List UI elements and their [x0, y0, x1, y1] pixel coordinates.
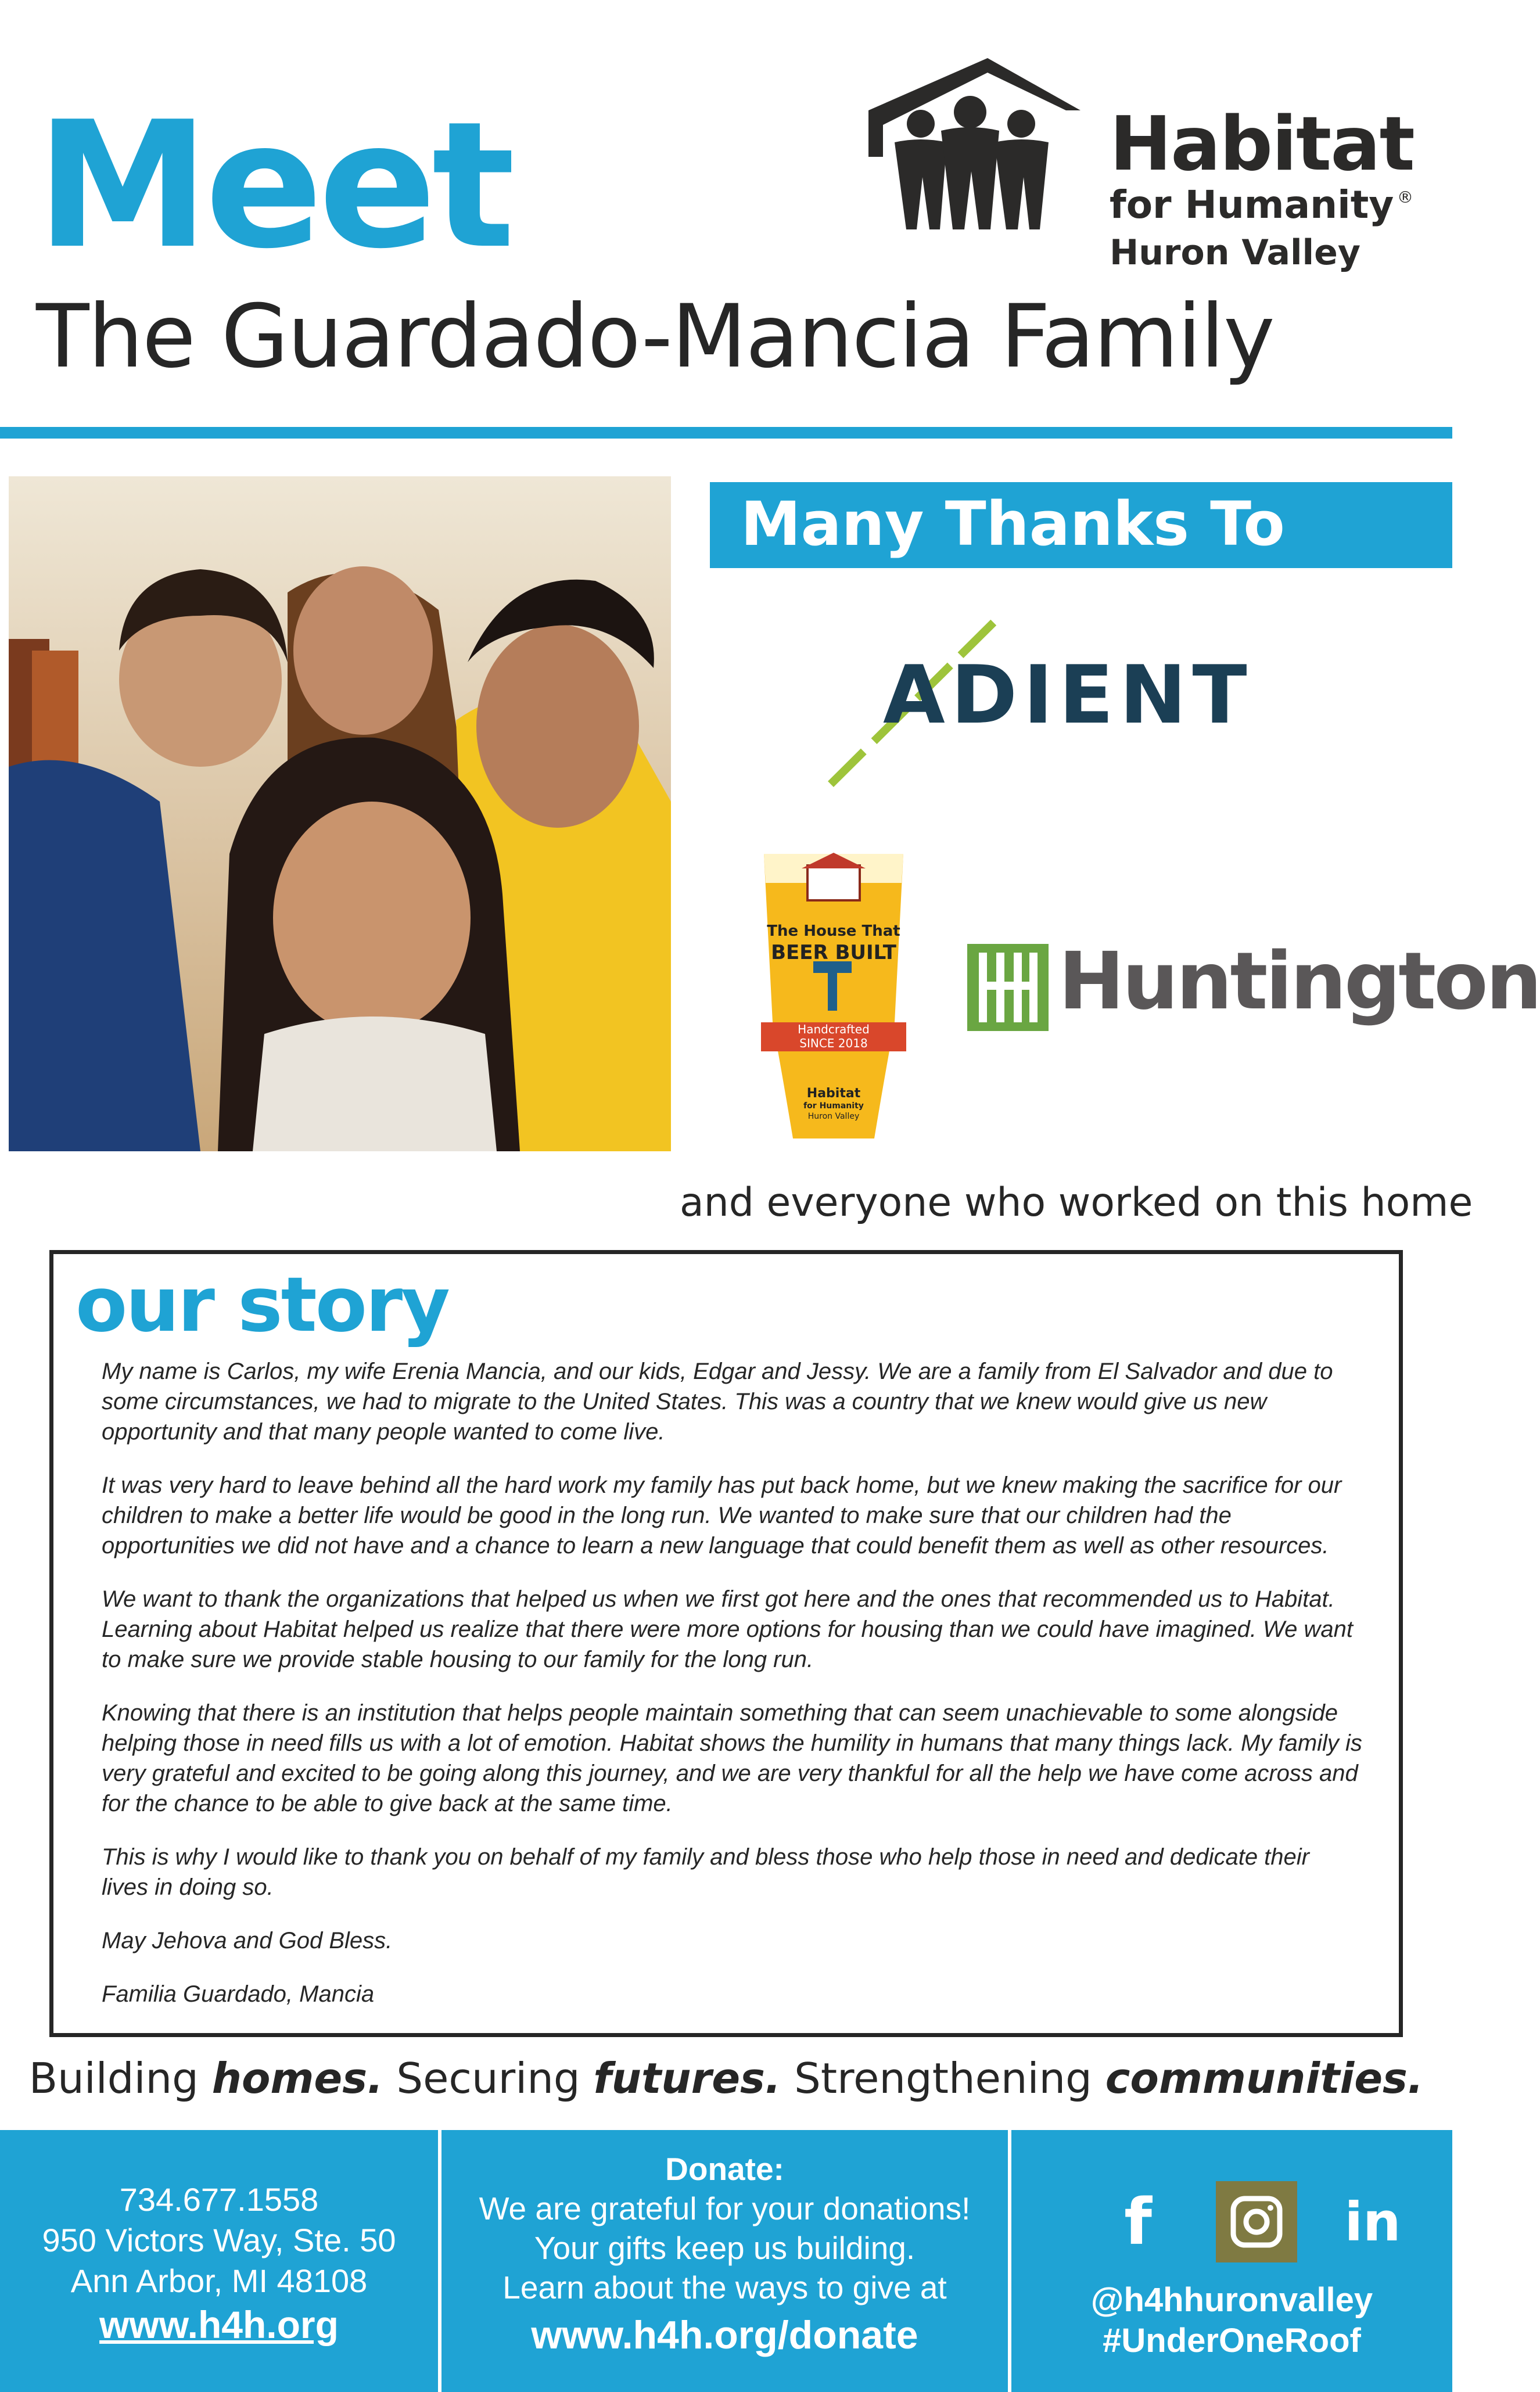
huntington-wordmark: Huntington — [1058, 936, 1540, 1028]
phone-number[interactable]: 734.677.1558 — [119, 2181, 319, 2218]
logo-region: Huron Valley — [1110, 232, 1360, 273]
footer-social — [1011, 2181, 1452, 2367]
logo-subtitle: for Humanity — [1110, 182, 1394, 227]
hashtag[interactable]: #UnderOneRoof — [1103, 2322, 1361, 2359]
header-divider — [0, 427, 1452, 439]
beer-ribbon2: SINCE 2018 — [799, 1036, 868, 1050]
story-title: our story — [76, 1260, 448, 1349]
huntington-mark-icon — [964, 941, 1051, 1034]
adient-wordmark: ADIENT — [883, 648, 1253, 742]
story-paragraph: We want to thank the organizations that helped us when we first got here and the ones that recommended us to Habitat. Learning about Habitat helped us realize that there were more options for housing than we could have imagined. We want to make sure we provide stable housing to our family for the long run. — [102, 1586, 1353, 1672]
tagline-emphasis: communities. — [1105, 2054, 1424, 2103]
beer-ribbon1: Handcrafted — [798, 1022, 870, 1036]
linkedin-icon[interactable]: in — [1344, 2190, 1401, 2253]
beer-brand-region: Huron Valley — [807, 1112, 860, 1121]
family-photo-illustration — [9, 476, 671, 1151]
social-handles — [1011, 2280, 1452, 2361]
story-paragraph: May Jehova and God Bless. — [102, 1928, 393, 1953]
beer-brand: Habitat — [806, 1086, 861, 1101]
registered-mark: ® — [1397, 188, 1413, 207]
donate-text: We are grateful for your donations! — [479, 2190, 971, 2226]
family-name-title: The Guardado-Mancia Family — [36, 286, 1274, 387]
thanks-everyone: and everyone who worked on this home — [680, 1180, 1473, 1226]
beer-built-logo — [755, 848, 912, 1144]
tagline — [0, 2053, 1452, 2103]
donate-text: Your gifts keep us building. — [534, 2230, 916, 2266]
story-paragraph: Knowing that there is an institution that helps people maintain something that can seem unachievable to some alongside helping those in need fills us with a lot of emotion. Habitat shows the humility in humans that many things lack. My family is very grateful and excited to be going along this journey, and we are very thankful for all the help we have come across and for the chance to be able to give back at the same time. — [102, 1700, 1362, 1816]
tagline-part: Strengthening — [781, 2054, 1105, 2103]
donate-text: Learn about the ways to give at — [502, 2269, 947, 2305]
footer-donate — [441, 2149, 1008, 2363]
website-link[interactable]: www.h4h.org — [99, 2303, 339, 2346]
beer-line2: BEER BUILT — [771, 941, 896, 964]
beer-brand-sub: for Humanity — [803, 1101, 864, 1111]
tagline-emphasis: homes. — [211, 2054, 383, 2103]
story-paragraph: It was very hard to leave behind all the hard work my family has put back home, but we knew making the sacrifice for our children to make a better life would be good in the long run. We wanted to make sure that our children had the opportunities we did not have and a chance to learn a new language that could benefit them as well as other resources. — [102, 1472, 1342, 1558]
headline-meet: Meet — [36, 84, 511, 287]
story-body — [102, 1356, 1362, 2032]
facebook-icon[interactable]: f — [1124, 2185, 1152, 2259]
social-handle[interactable]: @h4hhuronvalley — [1090, 2281, 1373, 2319]
family-photo — [9, 476, 671, 1151]
logo-wordmark: Habitat — [1110, 101, 1414, 188]
beer-line1: The House That — [767, 922, 900, 940]
address-line: 950 Victors Way, Ste. 50 — [42, 2222, 396, 2258]
donate-heading: Donate: — [665, 2151, 784, 2187]
donate-link[interactable]: www.h4h.org/donate — [531, 2313, 918, 2357]
address-line: Ann Arbor, MI 48108 — [70, 2262, 368, 2299]
story-paragraph: My name is Carlos, my wife Erenia Mancia, and our kids, Edgar and Jessy. We are a family from El Salvador and due to some circumstances, we had to migrate to the United States. This was a country that we knew would give us new opportunity and that many people wanted to come live. — [102, 1359, 1333, 1445]
footer-contact — [0, 2179, 438, 2348]
thanks-title: Many Thanks To — [741, 489, 1285, 559]
instagram-glyph-icon — [1216, 2181, 1297, 2262]
tagline-emphasis: futures. — [593, 2054, 781, 2103]
tagline-part: Building — [28, 2054, 212, 2103]
habitat-logo — [866, 55, 1423, 288]
habitat-house-icon — [866, 55, 1098, 229]
instagram-icon[interactable] — [1216, 2181, 1297, 2262]
tagline-part: Securing — [383, 2054, 594, 2103]
story-paragraph: This is why I would like to thank you on behalf of my family and bless those who help those in need and dedicate their lives in doing so. — [102, 1844, 1309, 1900]
story-signature: Familia Guardado, Mancia — [102, 1981, 375, 2007]
